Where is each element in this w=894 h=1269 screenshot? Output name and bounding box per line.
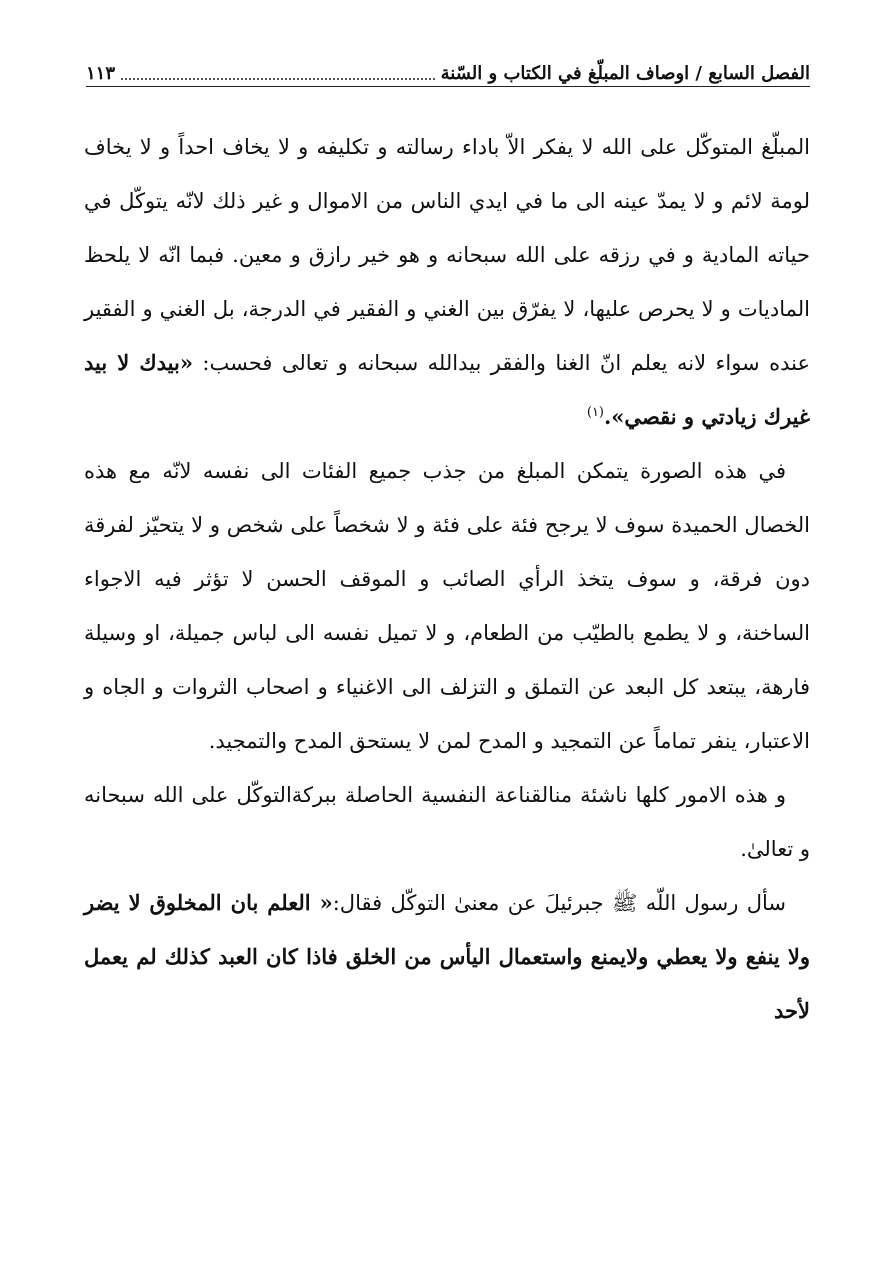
page-number: ١١٣	[86, 63, 116, 84]
paragraph-4-intro: سأل رسول اللّه ﷺ جبرئيلَ عن معنىٰ التوكّل فقال:	[332, 891, 787, 915]
chapter-title: الفصل السابع / اوصاف المبلّغ في الكتاب و السّنة	[440, 63, 810, 84]
paragraph-4	[84, 876, 810, 1038]
running-header	[86, 56, 810, 87]
paragraph-2: في هذه الصورة يتمكن المبلغ من جذب جميع الفئات الى نفسه لانّه مع هذه الخصال الحميدة سوف لا يرجح فئة على فئة و لا شخصاً على شخص و لا يتحيّز لفرقة دون فرقة، و سوف يتخذ الرأي الصائب و الموقف الحسن لا تؤثر فيه الاجواء الساخنة، و لا يطمع بالطيّب من الطعام، و لا تميل نفسه الى لباس جميلة، او وسيلة فارهة، يبتعد كل البعد عن التملق و التزلف الى الاغنياء و اصحاب الثروات و الجاه و الاعتبار، ينفر تماماً عن التمجيد و المدح لمن لا يستحق المدح والتمجيد.	[84, 459, 810, 753]
header-dot-leader	[121, 77, 435, 80]
paragraph-1	[84, 120, 810, 444]
hadith-quote-2: « العلم بان المخلوق لا يضر ولا ينفع ولا يعطي ولايمنع واستعمال اليأس من الخلق فاذا كان العبد كذلك لم يعمل لأحد	[84, 890, 810, 1023]
paragraph-1-text: المبلّغ المتوكّل على الله لا يفكر الاّ باداء رسالته و تكليفه و لا يخاف احداً و لا يخاف لومة لائم و لا يمدّ عينه الى ما في ايدي الناس من الاموال و غير ذلك لانّه يتوكّل في حياته المادية و في رزقه على الله سبحانه و هو خير رازق و معين. فبما انّه لا يلحظ الماديات و لا يحرص عليها، لا يفرّق بين الغني و الفقير في الدرجة، بل الغني و الفقير عنده سواء لانه يعلم انّ الغنا والفقر بيدالله سبحانه و تعالى فحسب:	[84, 135, 810, 375]
hadith-quote-1: «بيدك لا بيد غيرك زيادتي و نقصي».	[84, 350, 810, 429]
footnote-marker[interactable]: (١)	[586, 405, 604, 420]
paragraph-3: و هذه الامور كلها ناشئة منالقناعة النفسية الحاصلة ببركةالتوكّل على الله سبحانه و تعالىٰ.	[84, 783, 810, 861]
body-text	[84, 120, 810, 1038]
